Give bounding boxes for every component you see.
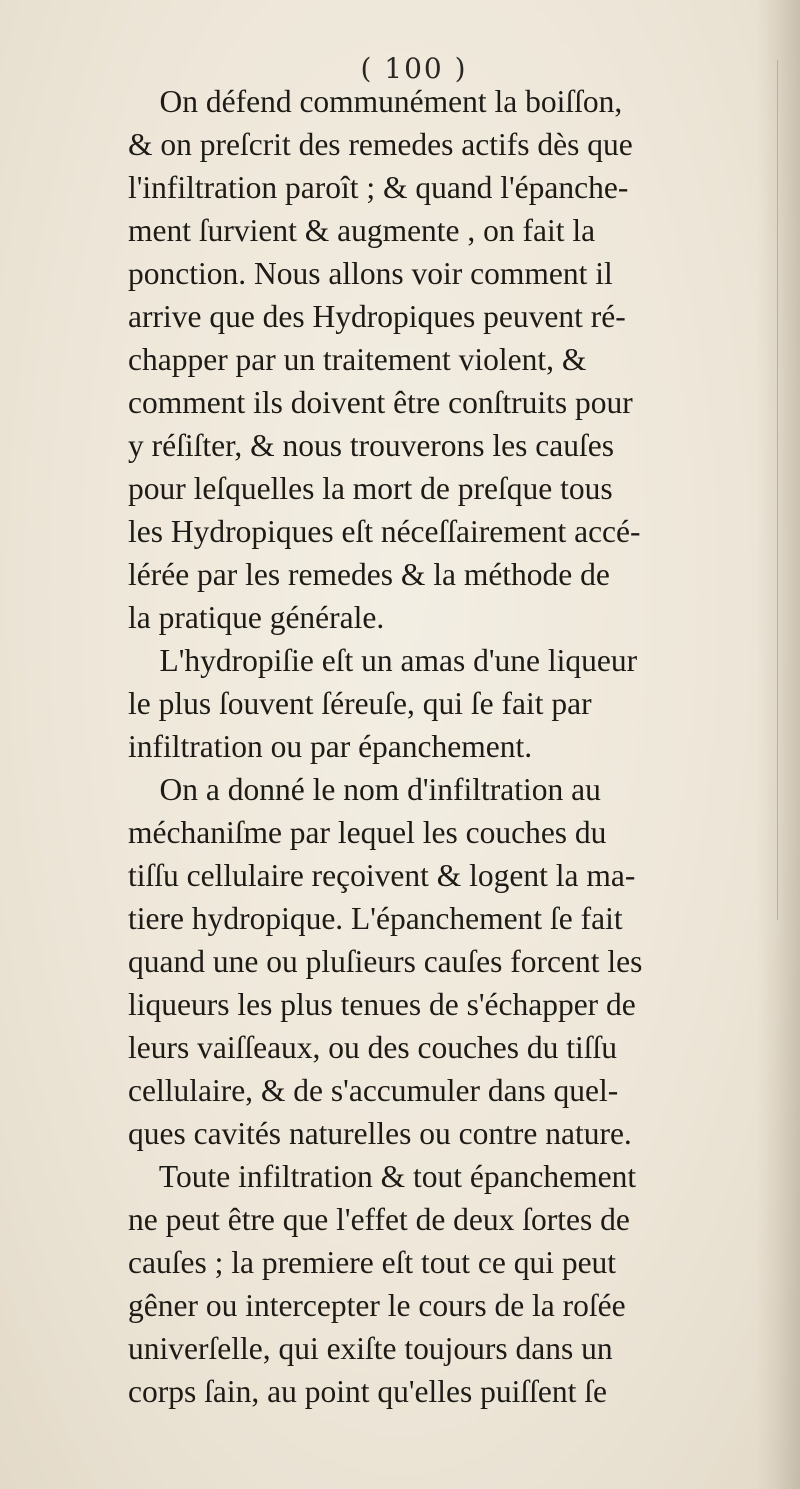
text-line: pour leſquelles la mort de preſque tous	[128, 471, 613, 506]
text-line: univerſelle, qui exiſte toujours dans un	[128, 1331, 613, 1366]
text-line: liqueurs les plus tenues de s'échapper de	[128, 987, 636, 1022]
text-line: tiere hydropique. L'épanchement ſe fait	[128, 901, 623, 936]
text-line: tiſſu cellulaire reçoivent & logent la ma-	[128, 858, 636, 893]
body-text	[128, 80, 778, 1413]
text-line: lérée par les remedes & la méthode de	[128, 557, 610, 592]
text-line: leurs vaiſſeaux, ou des couches du tiſſu	[128, 1030, 618, 1065]
text-line: & on preſcrit des remedes actifs dès que	[128, 127, 633, 162]
text-line: Toute infiltration & tout épanchement	[128, 1159, 637, 1194]
text-line: gêner ou intercepter le cours de la roſée	[128, 1288, 626, 1323]
text-line: la pratique générale.	[128, 600, 385, 635]
text-line: le plus ſouvent ſéreuſe, qui ſe fait par	[128, 686, 592, 721]
text-line: ne peut être que l'effet de deux ſortes de	[128, 1202, 630, 1237]
text-line: ment ſurvient & augmente , on fait la	[128, 213, 596, 248]
text-line: comment ils doivent être conſtruits pour	[128, 385, 633, 420]
text-line: cauſes ; la premiere eſt tout ce qui peut	[128, 1245, 617, 1280]
text-line: corps ſain, au point qu'elles puiſſent ſe	[128, 1374, 607, 1409]
text-line: cellulaire, & de s'accumuler dans quel-	[128, 1073, 619, 1108]
text-line: ponction. Nous allons voir comment il	[128, 256, 613, 291]
text-line: L'hydropiſie eſt un amas d'une liqueur	[128, 643, 638, 678]
text-line: l'infiltration paroît ; & quand l'épanche-	[128, 170, 629, 205]
text-line: chapper par un traitement violent, &	[128, 342, 587, 377]
text-line: ques cavités naturelles ou contre nature.	[128, 1116, 632, 1151]
text-line: quand une ou pluſieurs cauſes forcent les	[128, 944, 643, 979]
text-line: infiltration ou par épanchement.	[128, 729, 533, 764]
text-line: méchaniſme par lequel les couches du	[128, 815, 607, 850]
text-line: On a donné le nom d'infiltration au	[128, 772, 601, 807]
text-line: On défend communément la boiſſon,	[128, 84, 623, 119]
text-line: arrive que des Hydropiques peuvent ré-	[128, 299, 626, 334]
text-line: les Hydropiques eſt néceſſairement accé-	[128, 514, 641, 549]
text-line: y réſiſter, & nous trouverons les cauſes	[128, 428, 614, 463]
page-number: ( 100 )	[360, 52, 468, 85]
